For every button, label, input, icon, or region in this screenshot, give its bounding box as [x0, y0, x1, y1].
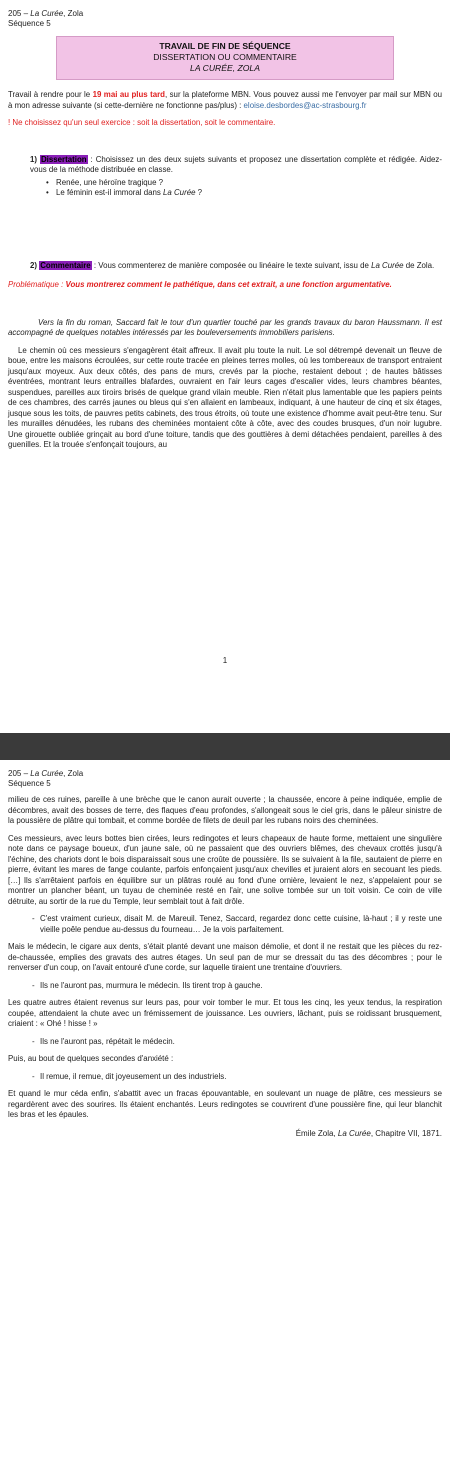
instructions-text-2: , sur la plateforme MBN. Vous pouvez aussi me l'envoyer par mail sur MBN ou à mon adresse suivante (si cette-dernière ne fonctionne pas/plus) :	[8, 90, 442, 110]
page-2	[0, 760, 450, 1471]
banner-title: TRAVAIL DE FIN DE SÉQUENCE	[159, 41, 291, 51]
exercise-2-number: 2)	[30, 260, 38, 270]
text-paragraph-4: Les quatre autres étaient revenus sur leurs pas, pour voir tomber le mur. Et tous les cinq, les yeux tendus, la respiration coupée, attendaient la chute avec un frémissement de jouissance. Les ouvriers, lâchant, puis se roidissant brusquement, criaient : « Ohé ! hisse ! »	[8, 998, 442, 1028]
header-course-author-2: , Zola	[63, 769, 84, 778]
subject-1: • Renée, une héroïne tragique ?	[56, 178, 442, 189]
problematique-text: Vous montrerez comment le pathétique, dans cet extrait, a une fonction argumentative.	[65, 280, 392, 289]
source-citation	[8, 1129, 442, 1140]
text-paragraph-6: Et quand le mur céda enfin, s'abattit avec un fracas épouvantable, en soulevant un nuage de plâtre, ces messieurs se regardèrent avec des sourires. Ils étaient enchantés. Leurs redingotes se couvrirent d'une poussière fine, qui leur blanchit les bras et les épaules.	[8, 1089, 442, 1119]
exercise-2-title: La Curée	[371, 260, 404, 270]
page-1	[0, 0, 450, 733]
problematique	[8, 280, 442, 291]
dialogue-line-1: - C'est vraiment curieux, disait M. de Mareuil. Tenez, Saccard, regardez donc cette cuisine, là-haut ; il y reste une vieille poêle pendue au-dessus du fourneau… Je la vois parfaitement.	[8, 914, 442, 935]
header-course-title: La Curée	[30, 9, 64, 18]
banner-subtitle: DISSERTATION OU COMMENTAIRE	[153, 52, 297, 62]
deadline: 19 mai au plus tard	[92, 90, 165, 99]
subject-2	[56, 188, 442, 199]
header-sequence-2: Séquence 5	[8, 779, 51, 788]
context-paragraph: Vers la fin du roman, Saccard fait le tour d'un quartier touché par les grands travaux du baron Haussmann. Il est accompagné de quelques notables intéressés par les bouleversements immobiliers parisiens.	[8, 317, 442, 337]
header-sequence: Séquence 5	[8, 19, 51, 28]
source-title: La Curée	[337, 1128, 371, 1138]
header-course-author: , Zola	[63, 9, 84, 18]
page-header	[8, 9, 442, 29]
text-paragraph-2: Ces messieurs, avec leurs bottes bien cirées, leurs redingotes et leurs chapeaux de haute forme, mettaient une singulière note dans ce paysage boueux, d'un jaune sale, où ne passaient que des ouvriers blêmes, des chevaux crottés jusqu'à l'échine, des chariots dont le bois disparaissait sous une croûte de poussière. Ils se suivaient à la file, sautaient de pierre en pierre, évitant les mares de fange coulante, parfois enfonçaient jusqu'aux chevilles et juraient alors en secouant les pieds. […] Ils s'arrêtaient parfois en équilibre sur un plâtras roulé au fond d'une ornière, levaient le nez, s'appelaient pour se montrer un plancher béant, un tuyau de cheminée resté en l'air, une solive tombée sur un toit voisin. Ce coin de ville détruite, au sortir de la rue du Temple, leur semblait tout à fait drôle.	[8, 833, 442, 906]
warning-note: ! Ne choisissez qu'un seul exercice : soit la dissertation, soit le commentaire.	[8, 118, 276, 127]
exercise-2	[8, 261, 442, 272]
text-paragraph-1-continued: milieu de ces ruines, pareille à une brèche que le canon aurait ouverte ; la chaussée, encore à peine indiquée, emplie de décombres, avait des bosses de terre, des flaques d'eau profondes, s'allongeait sous le ciel gris, dans le pâleur sinistre de la poussière de plâtre qui tombait, et comme bordée de filets de deuil par les rubans noirs des cheminées.	[8, 795, 442, 825]
exercise-2-label: Commentaire	[40, 260, 91, 270]
banner-work: LA CURÉE, ZOLA	[190, 63, 260, 73]
exercise-1-text: : Choisissez un des deux sujets suivants et proposez une dissertation complète et rédigée. Aidez-vous de la méthode distribuée en classe.	[30, 154, 442, 174]
title-banner	[56, 36, 394, 80]
instructions	[8, 90, 442, 111]
exercise-1	[8, 155, 442, 199]
text-paragraph-1: Le chemin où ces messieurs s'engagèrent était affreux. Il avait plu toute la nuit. Le sol détrempé devenait un fleuve de boue, entre les maisons écroulées, sur cette route tracée en pleines terres molles, où les tombereaux de transport entraient jusqu'aux moyeux. Aux deux côtés, des pans de murs, crevés par la pioche, restaient debout ; de hautes bâtisses éventrées, montrant leurs entrailles blafardes, ouvraient en l'air leurs cages d'escalier vides, leurs chambres béantes, suspendues, pareilles aux tiroirs brisés de quelque grand vilain meuble. Rien n'était plus lamentable que les papiers peints de ces chambres, des carrés jaunes ou bleus qui s'en allaient en lambeaux, indiquant, à une hauteur de cinq et six étages, jusque sous les toits, de pauvres petits cabinets, des trous étroits, où toute une existence d'homme avait peut-être tenu. Sur les murailles dénudées, les rubans des cheminées montaient côte à côte, avec des coudes brusques, d'un noir lugubre. Une girouette oubliée grinçait au bord d'une toiture, tandis que des gouttières à demi détachées pendaient, pareilles à des guenilles. Et la trouée s'enfonçait toujours, au	[8, 345, 442, 449]
source-author: Émile Zola,	[295, 1128, 338, 1138]
exercise-1-label: Dissertation	[40, 154, 87, 164]
subject-list	[30, 178, 442, 199]
text-paragraph-3: Mais le médecin, le cigare aux dents, s'était planté devant une maison démolie, et dont il ne restait que les pièces du rez-de-chaussée, emplies des gravats des autres étages. Un seul pan de mur se dressait du tas des décombres ; pour le renverser d'un coup, on l'avait entouré d'une corde, sur laquelle tiraient une trentaine d'ouvriers.	[8, 942, 442, 972]
dialogue-line-2: - Ils ne l'auront pas, murmura le médecin. Ils tirent trop à gauche.	[8, 981, 442, 992]
email-link[interactable]: eloise.desbordes@ac-strasbourg.fr	[243, 100, 367, 110]
text-paragraph-5: Puis, au bout de quelques secondes d'anxiété :	[8, 1054, 174, 1063]
dialogue-line-4: - Il remue, il remue, dit joyeusement un des industriels.	[8, 1072, 442, 1083]
page-number: 1	[222, 656, 228, 665]
source-ref: , Chapitre VII, 1871.	[370, 1128, 442, 1138]
page-header-2	[8, 769, 442, 789]
subject-2-title: La Curée	[163, 188, 196, 197]
problematique-label: Problématique :	[8, 280, 66, 289]
exercise-2-text: : Vous commenterez de manière composée ou linéaire le texte suivant, issu de	[91, 260, 372, 270]
header-course-2: 205 –	[8, 769, 31, 778]
subject-2-text: Le féminin est-il immoral dans	[56, 188, 164, 197]
instructions-text: Travail à rendre pour le	[8, 90, 93, 99]
header-course-title-2: La Curée	[30, 769, 64, 778]
subject-2-end: ?	[195, 188, 203, 197]
exercise-2-end: de Zola.	[403, 260, 435, 270]
dialogue-line-3: - Ils ne l'auront pas, répétait le médecin.	[8, 1037, 442, 1048]
exercise-1-number: 1)	[30, 154, 38, 164]
header-course: 205 –	[8, 9, 31, 18]
